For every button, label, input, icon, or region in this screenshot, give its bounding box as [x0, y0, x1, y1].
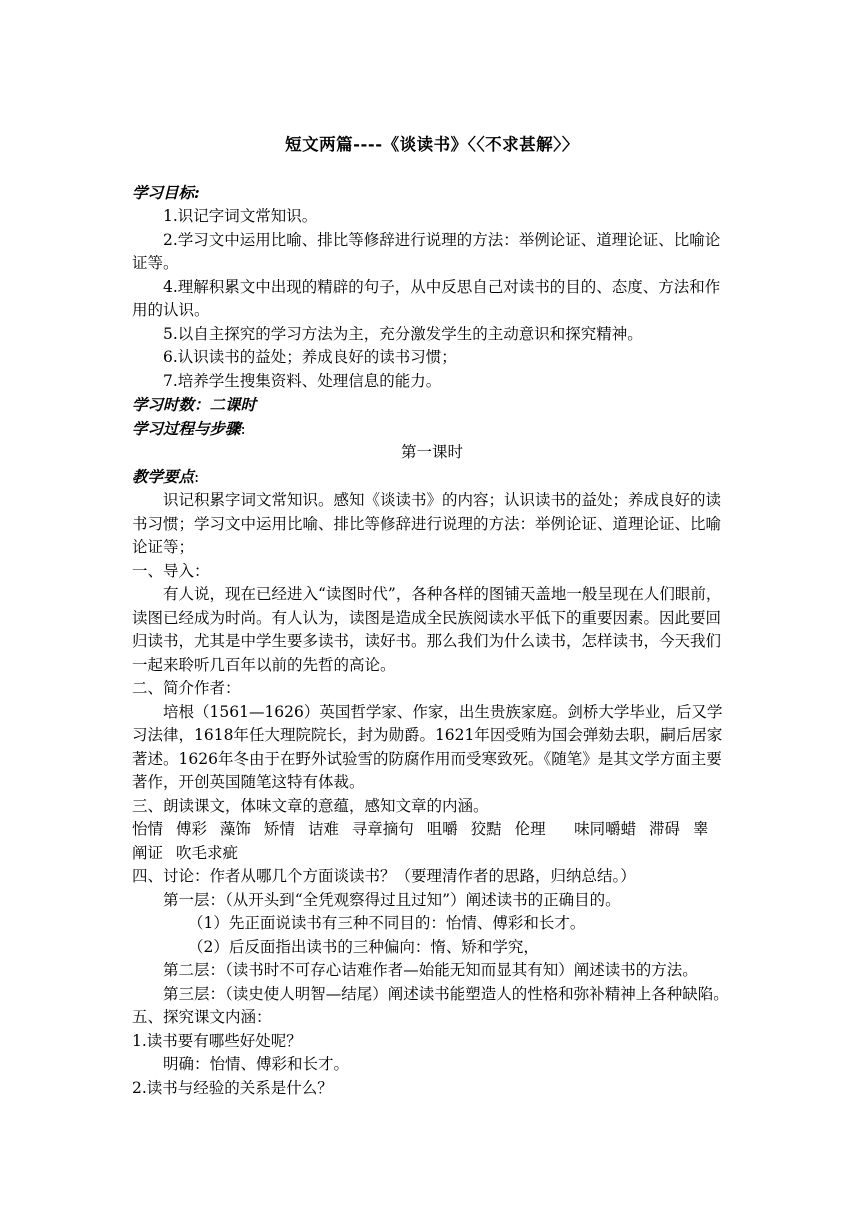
goal-item: 1.识记字词文常知识。	[163, 207, 318, 225]
vocab-word: 吹毛求疵	[175, 843, 238, 862]
vocab-word: 傅彩	[175, 820, 207, 838]
vocab-word: 味同嚼蜡	[558, 820, 637, 838]
goal-item: 5.以自主探究的学习方法为主，充分激发学生的主动意识和探究精神。	[163, 324, 643, 343]
goal-item: 6.认识读书的益处；养成良好的读书习惯；	[163, 348, 457, 366]
goal-item: 4.理解积累文中出现的精辟的句子，从中反思自己对读书的目的、态度、方法和作用的认识。	[132, 277, 721, 319]
question: 2.读书与经验的关系是什么？	[132, 1078, 333, 1097]
process-heading: 学习过程与步骤:	[132, 418, 246, 438]
vocab-word: 藻饰	[219, 820, 251, 838]
vocab-word: 睾	[692, 820, 709, 838]
section-heading: 五、探究课文内涵：	[132, 1008, 272, 1026]
answer: 明确：怡情、傅彩和长才。	[163, 1055, 350, 1073]
section-text: 培根（1561—1626）英国哲学家、作家，出生贵族家庭。剑桥大学毕业，后又学习法律，1618年任大理院院长，封为勋爵。1621年因受贿为国会弹劾去职，嗣后居家著述。1626年冬由于在野外试验雪的防腐作用而受寒致死。《随笔》是其文学方面主要著作，开创英国随笔这特有体裁。	[132, 702, 723, 791]
vocab-word: 阐证	[132, 843, 164, 862]
study-hours: 学习时数：二课时	[132, 395, 257, 414]
layer-text: 第二层：（读书时不可存心诘难作者—始能无知而显其有知）阐述读书的方法。	[163, 961, 698, 979]
layer-text: 第三层：（读史使人明智—结尾）阐述读书能塑造人的性格和弥补精神上各种缺陷。	[163, 984, 729, 1003]
goals-heading: 学习目标:	[132, 182, 200, 202]
section-heading: 二、简介作者：	[132, 679, 241, 697]
lesson-title: 第一课时	[400, 443, 463, 461]
keypoints-text: 识记积累字词文常知识。感知《谈读书》的内容；认识读书的益处；养成良好的读书习惯；学习文中运用比喻、排比等修辞进行说理的方法：举例论证、道理论证、比喻论证等；	[132, 491, 722, 556]
question: 1.读书要有哪些好处呢？	[132, 1031, 302, 1050]
vocab-word: 狡黠	[470, 820, 502, 838]
vocab-word: 寻章摘句	[351, 820, 414, 838]
section-heading: 一、导入：	[132, 561, 210, 580]
layer-subtext: （1）先正面说读书有三种不同目的：怡情、傅彩和长才。	[188, 914, 586, 932]
layer-subtext: （2）后反面指出读书的三种偏向：惰、矫和学究，	[188, 937, 539, 956]
vocab-word: 诘难	[307, 820, 339, 838]
goal-item: 7.培养学生搜集资料、处理信息的能力。	[163, 371, 442, 390]
vocab-word: 伦理	[514, 820, 546, 838]
section-heading: 四、讨论：作者从哪几个方面谈读书？（要理清作者的思路，归纳总结。）	[132, 867, 636, 885]
section-heading: 三、朗读课文，体味文章的意蕴，感知文章的内涵。	[132, 796, 489, 815]
page-title: 短文两篇----《谈读书》〈〈不求甚解〉〉	[285, 135, 579, 154]
goal-item: 2.学习文中运用比喻、排比等修辞进行说理的方法：举例论证、道理论证、比喻论证等。	[132, 230, 721, 272]
keypoints-heading: 教学要点:	[132, 466, 200, 486]
section-text: 有人说，现在已经进入“读图时代”，各种各样的图铺天盖地一般呈现在人们眼前，读图已经成为时尚。有人认为，读图是造成全民族阅读水平低下的重要因素。因此要回归读书，尤其是中学生要多读书，读好书。那么我们为什么读书，怎样读书，今天我们一起来聆听几百年以前的先哲的高论。	[132, 585, 722, 674]
vocab-word: 矫情	[263, 820, 295, 838]
vocab-list	[132, 818, 732, 865]
vocab-word: 怡情	[132, 820, 164, 838]
vocab-word: 滞碍	[649, 820, 681, 838]
layer-text: 第一层：（从开头到“全凭观察得过且过知”）阐述读书的正确目的。	[163, 890, 621, 909]
vocab-word: 咀嚼	[426, 820, 458, 838]
